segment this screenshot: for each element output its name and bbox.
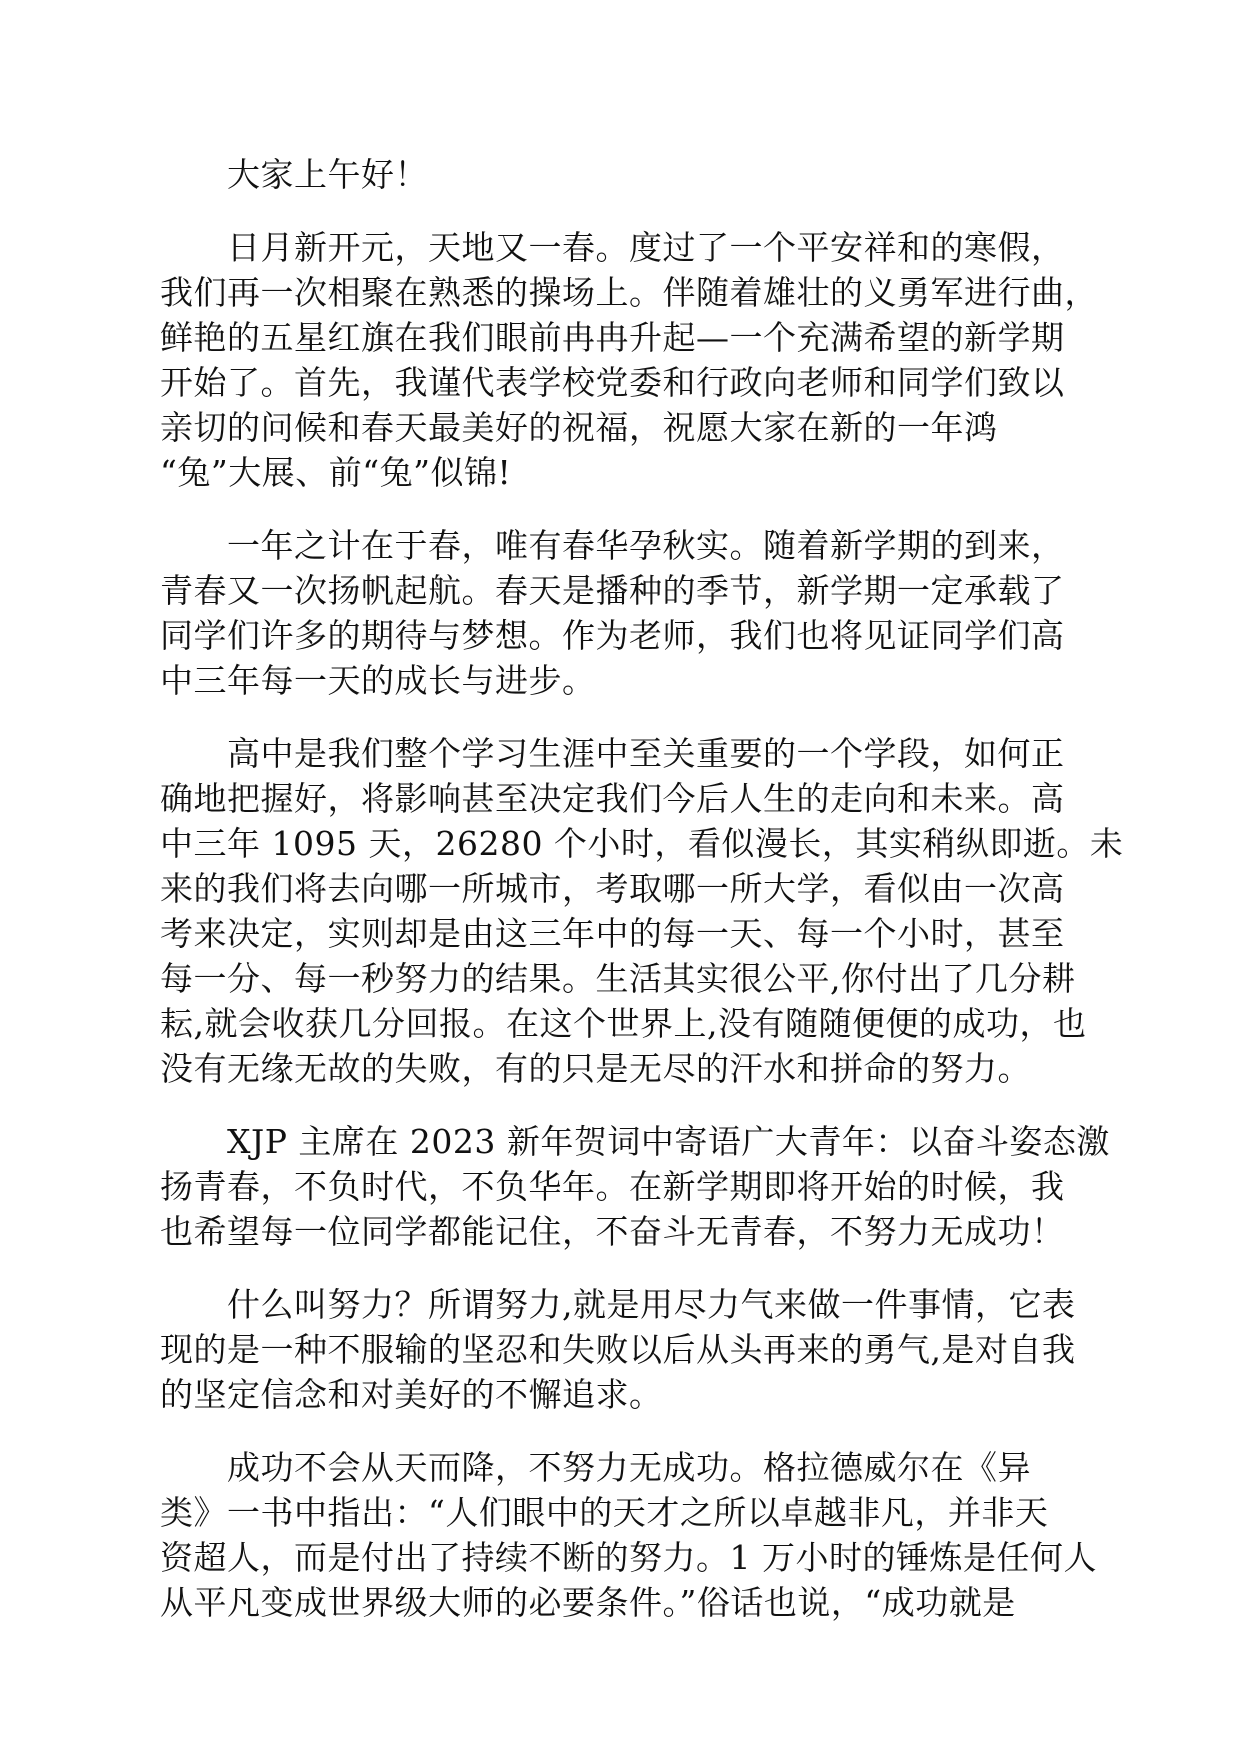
text-line: 一年之计在于春，唯有春华孕秋实。随着新学期的到来，: [227, 526, 1065, 565]
paragraph-new-year: [160, 225, 1098, 495]
text-line: 我们再一次相聚在熟悉的操场上。伴随着雄壮的义勇军进行曲，: [160, 273, 1098, 312]
text-line: 扬青春，不负时代，不负华年。在新学期即将开始的时候，我: [160, 1167, 1065, 1206]
paragraph-high-school: [160, 731, 1124, 1091]
text-line: 每一分、每一秒努力的结果。生活其实很公平,你付出了几分耕: [160, 959, 1076, 998]
text-line: 确地把握好，将影响甚至决定我们今后人生的走向和未来。高: [160, 779, 1065, 818]
text-line: 耘,就会收获几分回报。在这个世界上,没有随随便便的成功，也: [160, 1004, 1087, 1043]
paragraph-new-year-message: [160, 1119, 1110, 1254]
text-line: “兔”大展、前“兔”似锦!: [160, 453, 512, 492]
text-line: 鲜艳的五星红旗在我们眼前冉冉升起—一个充满希望的新学期: [160, 318, 1065, 357]
text-line: XJP 主席在 2023 新年贺词中寄语广大青年：以奋斗姿态激: [227, 1122, 1110, 1161]
text-line: 大家上午好！: [227, 155, 428, 194]
text-line: 亲切的问候和春天最美好的祝福，祝愿大家在新的一年鸿: [160, 408, 998, 447]
text-line: 高中是我们整个学习生涯中至关重要的一个学段，如何正: [227, 734, 1065, 773]
text-line: 类》一书中指出：“人们眼中的天才之所以卓越非凡，并非天: [160, 1493, 1049, 1532]
text-line: 中三年 1095 天，26280 个小时，看似漫长，其实稍纵即逝。未: [160, 824, 1124, 863]
text-line: 的坚定信念和对美好的不懈追求。: [160, 1375, 663, 1414]
text-line: 没有无缘无故的失败，有的只是无尽的汗水和拼命的努力。: [160, 1049, 1031, 1088]
paragraph-spring: [160, 523, 1095, 703]
text-line: 也希望每一位同学都能记住，不奋斗无青春，不努力无成功！: [160, 1212, 1065, 1251]
text-line: 成功不会从天而降，不努力无成功。格拉德威尔在《异: [227, 1448, 1031, 1487]
text-line: 日月新开元，天地又一春。度过了一个平安祥和的寒假，: [227, 228, 1065, 267]
text-line: 从平凡变成世界级大师的必要条件。”俗话也说，“成功就是: [160, 1583, 1016, 1622]
text-line: 现的是一种不服输的坚忍和失败以后从头再来的勇气,是对自我: [160, 1330, 1076, 1369]
text-line: 考来决定，实则却是由这三年中的每一天、每一个小时，甚至: [160, 914, 1065, 953]
text-line: 什么叫努力？所谓努力,就是用尽力气来做一件事情，它表: [227, 1285, 1076, 1324]
document-body: [160, 152, 1124, 1653]
text-line: 开始了。首先，我谨代表学校党委和行政向老师和同学们致以: [160, 363, 1065, 402]
text-line: 青春又一次扬帆起航。春天是播种的季节，新学期一定承载了: [160, 571, 1065, 610]
text-line: 中三年每一天的成长与进步。: [160, 661, 596, 700]
paragraph-success: [160, 1445, 1095, 1625]
text-line: 资超人，而是付出了持续不断的努力。1 万小时的锤炼是任何人: [160, 1538, 1097, 1577]
paragraph-greeting: [160, 152, 1095, 197]
paragraph-effort: [160, 1282, 1095, 1417]
text-line: 同学们许多的期待与梦想。作为老师，我们也将见证同学们高: [160, 616, 1065, 655]
text-line: 来的我们将去向哪一所城市，考取哪一所大学，看似由一次高: [160, 869, 1065, 908]
